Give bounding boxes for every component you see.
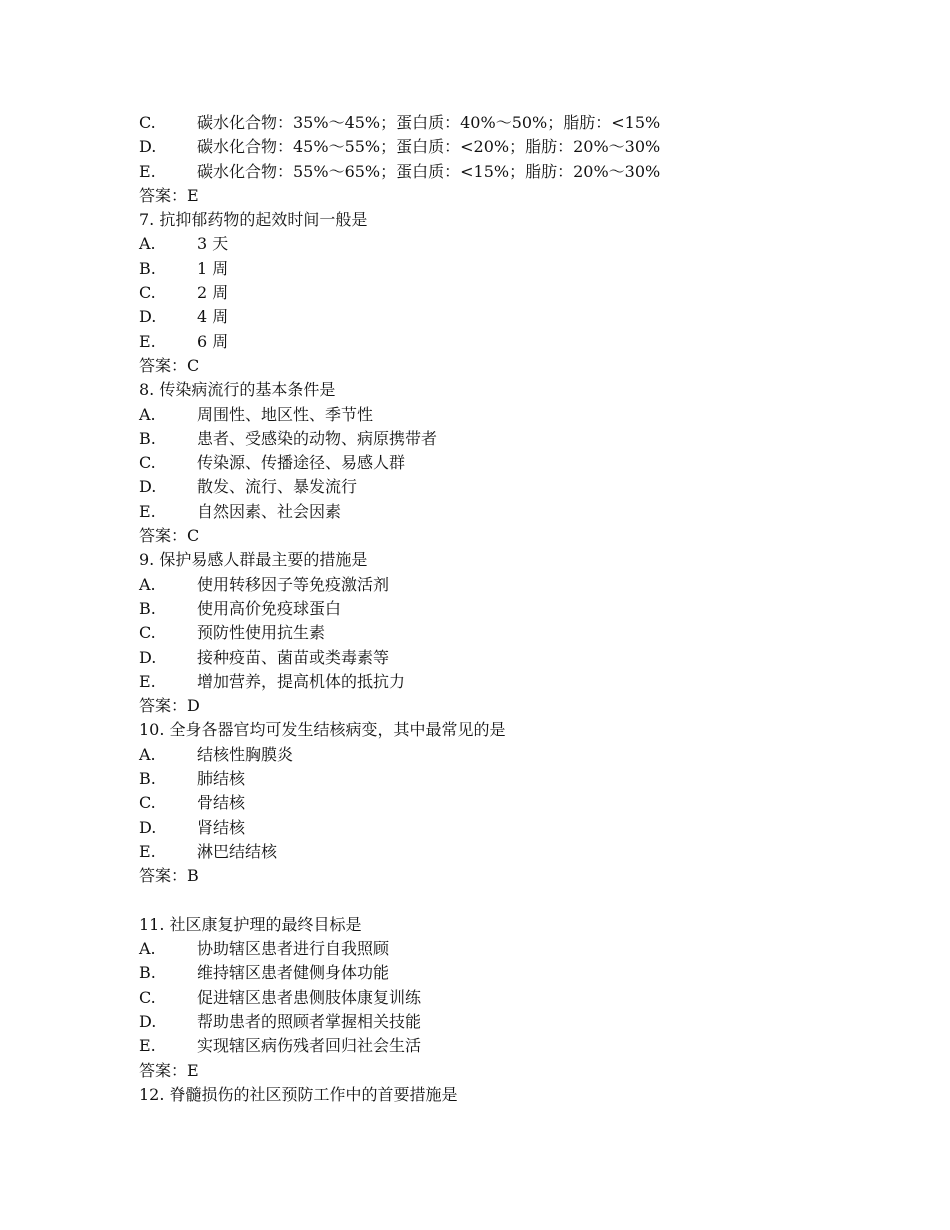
option-text: 6 周 — [197, 331, 229, 351]
option-d — [139, 475, 859, 499]
question-stem: 12. 脊髓损伤的社区预防工作中的首要措施是 — [139, 1084, 458, 1104]
option-text: 2 周 — [197, 283, 229, 303]
option-text: 促进辖区患者患侧肢体康复训练 — [197, 987, 422, 1007]
option-d — [139, 135, 859, 159]
answer-line: 答案：E — [139, 1060, 199, 1080]
option-c — [139, 791, 859, 815]
option-text: 增加营养，提高机体的抵抗力 — [197, 671, 406, 691]
option-c — [139, 281, 859, 305]
option-letter: C. — [139, 283, 156, 303]
answer-line: 答案：E — [139, 185, 199, 205]
option-letter: B. — [139, 428, 156, 448]
option-d — [139, 816, 859, 840]
option-text: 预防性使用抗生素 — [197, 623, 326, 643]
option-text: 维持辖区患者健侧身体功能 — [197, 963, 390, 983]
option-letter: B. — [139, 258, 156, 278]
option-a — [139, 937, 859, 961]
option-text: 碳水化合物：45%～55%；蛋白质：<20%；脂肪：20%～30% — [197, 137, 661, 157]
document-page — [139, 111, 859, 1107]
blank-line — [139, 889, 859, 913]
option-text: 1 周 — [197, 258, 229, 278]
option-text: 碳水化合物：35%～45%；蛋白质：40%～50%；脂肪：<15% — [197, 113, 661, 132]
option-text: 帮助患者的照顾者掌握相关技能 — [197, 1011, 422, 1031]
answer-line: 答案：C — [139, 526, 200, 546]
option-d — [139, 1010, 859, 1034]
option-d — [139, 305, 859, 329]
option-text: 散发、流行、暴发流行 — [197, 477, 358, 497]
option-letter: E. — [139, 331, 156, 351]
option-text: 接种疫苗、菌苗或类毒素等 — [197, 647, 390, 667]
option-letter: E. — [139, 1036, 156, 1056]
option-letter: B. — [139, 598, 156, 618]
option-text: 肺结核 — [197, 769, 246, 789]
option-letter: D. — [139, 1011, 157, 1031]
option-a — [139, 232, 859, 256]
option-b — [139, 961, 859, 985]
option-letter: A. — [139, 404, 156, 424]
option-letter: D. — [139, 307, 157, 327]
option-text: 周围性、地区性、季节性 — [197, 404, 374, 424]
option-c — [139, 621, 859, 645]
option-text: 传染源、传播途径、易感人群 — [197, 453, 406, 473]
answer-line: 答案：B — [139, 866, 199, 886]
option-letter: A. — [139, 744, 156, 764]
option-letter: C. — [139, 623, 156, 643]
option-a — [139, 743, 859, 767]
option-text: 4 周 — [197, 307, 229, 327]
option-letter: C. — [139, 793, 156, 813]
option-b — [139, 257, 859, 281]
option-text: 实现辖区病伤残者回归社会生活 — [197, 1036, 422, 1056]
option-text: 骨结核 — [197, 793, 246, 813]
option-text: 使用转移因子等免疫激活剂 — [197, 574, 390, 594]
question-stem: 9. 保护易感人群最主要的措施是 — [139, 550, 368, 570]
option-d — [139, 646, 859, 670]
option-text: 使用高价免疫球蛋白 — [197, 598, 342, 618]
option-letter: A. — [139, 574, 156, 594]
option-e — [139, 670, 859, 694]
option-c — [139, 986, 859, 1010]
option-text: 协助辖区患者进行自我照顾 — [197, 939, 390, 959]
option-a — [139, 403, 859, 427]
option-letter: A. — [139, 234, 156, 254]
option-letter: E. — [139, 501, 156, 521]
option-letter: A. — [139, 939, 156, 959]
option-letter: B. — [139, 769, 156, 789]
option-b — [139, 767, 859, 791]
option-e — [139, 840, 859, 864]
option-letter: C. — [139, 113, 156, 132]
option-letter: D. — [139, 477, 157, 497]
option-text: 患者、受感染的动物、病原携带者 — [197, 428, 438, 448]
option-text: 碳水化合物：55%～65%；蛋白质：<15%；脂肪：20%～30% — [197, 161, 661, 181]
answer-line: 答案：C — [139, 355, 200, 375]
answer-line: 答案：D — [139, 696, 200, 716]
option-b — [139, 597, 859, 621]
option-letter: E. — [139, 671, 156, 691]
question-stem: 7. 抗抑郁药物的起效时间一般是 — [139, 210, 368, 230]
option-text: 肾结核 — [197, 817, 246, 837]
option-letter: D. — [139, 817, 157, 837]
option-letter: C. — [139, 453, 156, 473]
option-e — [139, 500, 859, 524]
option-text: 3 天 — [197, 234, 229, 254]
option-letter: D. — [139, 137, 157, 157]
question-stem: 8. 传染病流行的基本条件是 — [139, 380, 336, 400]
option-e — [139, 160, 859, 184]
option-letter: B. — [139, 963, 156, 983]
option-c — [139, 111, 859, 135]
question-stem: 11. 社区康复护理的最终目标是 — [139, 914, 362, 934]
question-stem: 10. 全身各器官均可发生结核病变，其中最常见的是 — [139, 720, 506, 740]
option-text: 自然因素、社会因素 — [197, 501, 342, 521]
option-text: 结核性胸膜炎 — [197, 744, 294, 764]
option-e — [139, 1034, 859, 1058]
option-letter: C. — [139, 987, 156, 1007]
option-a — [139, 573, 859, 597]
option-letter: D. — [139, 647, 157, 667]
option-b — [139, 427, 859, 451]
option-c — [139, 451, 859, 475]
option-letter: E. — [139, 841, 156, 861]
option-text: 淋巴结结核 — [197, 841, 278, 861]
option-e — [139, 330, 859, 354]
option-letter: E. — [139, 161, 156, 181]
